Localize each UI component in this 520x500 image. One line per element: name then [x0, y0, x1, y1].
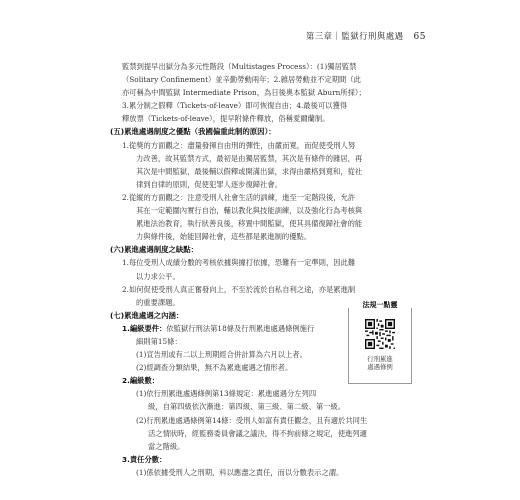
item-text: 依監獄行刑法第18條及行刑累進處遇條例施行: [166, 323, 315, 333]
intro-line: 釋放票（Tickets-of-leave），提早附條件釋放，俗稱愛爾蘭制。: [122, 114, 330, 124]
section-heading-content: (七)累進處遇之內涵：: [110, 310, 184, 320]
content-subitem-line: 活之情狀時，經監務委員會議之議決，得不拘前條之規定，使進列適: [148, 428, 367, 438]
content-subitem-line: (1)係依據受刑人之刑期，科以應盡之責任，而以分數表示之謂。: [136, 467, 344, 477]
advantage-item-line: 累進法治教育，執行狀善良後，移置中間監獄，使其具備復歸社會的能: [136, 219, 363, 229]
content-subitem-line: 當之階級。: [148, 441, 185, 451]
disadvantage-item-line: 1.每位受刑人成績分數的考核依據與據打依據，恐難有一定準則，因此難: [122, 258, 356, 268]
qr-caption-line: 處遇條例: [367, 363, 393, 371]
qr-caption: [349, 355, 411, 371]
advantage-item-line: 1.從獎的方面觀之：盡量發揮自由刑的彈性，由嚴而寬，而促使受刑人努: [122, 140, 356, 150]
content-subitem-line: (2)行刑累進處遇條例第14條：受刑人如富有責任觀念，且有適於共同生: [136, 415, 368, 425]
advantage-item-line: 其次是中間監獄，最後輔以假釋或開滿出獄，求得由嚴格到寬和，從社: [136, 166, 363, 176]
intro-line: （Solitary Confinement）並辛勤勞動兩年；2.雜居勞動並不定期間（此: [122, 75, 361, 85]
law-qr-panel: [348, 301, 412, 384]
content-subitem-line: (2)經調查分類結果，無不為累進處遇之情形者。: [136, 363, 293, 373]
item-label: 3.責任分數：: [122, 454, 167, 464]
content-subitem-line: (1)宣告刑或有二以上刑期經合併計算為六月以上者。: [136, 350, 307, 360]
content-item-line: 細則第15條：: [136, 336, 182, 346]
body-text: [110, 60, 420, 479]
item-label: 2.編級數：: [122, 376, 160, 386]
section-heading-disadvantages: (六)累進處遇制度之缺點：: [110, 245, 199, 255]
content-subitem-line: (1)依行刑累進處遇條例第13條規定：累進處遇分左列四: [136, 389, 317, 399]
content-subitem-line: 級，自第四級依次漸進：第四級、第三級、第二級、第一級。: [148, 402, 346, 412]
intro-line: 3.累分制之假釋（Tickets-of-leave）即可恢復自由；4.最後可以獲得: [122, 101, 348, 111]
section-heading-advantages: (五)累進處遇制度之優點（我國偏重此制的原因）：: [110, 127, 276, 137]
intro-line: 監禁到提早出獄分為多元性階段（Multistages Process）：(1)獨居監禁: [122, 62, 357, 71]
disadvantage-item-line: 的重要課題。: [136, 297, 180, 307]
advantage-item-line: 律到自律的原則，促使犯罪人逐步復歸社會。: [136, 179, 282, 189]
disadvantage-item-line: 以力求公平。: [136, 271, 180, 281]
intro-line: 亦可稱為中間監獄 Intermediate Prison，為日後奧本監獄 Aburn所採）；: [122, 88, 366, 98]
page-header: [306, 30, 426, 42]
item-label: 1.編級要件：: [122, 323, 167, 333]
qr-panel-title: 法規一點靈: [349, 300, 411, 310]
page-number: 65: [413, 32, 426, 42]
qr-code-icon[interactable]: [365, 319, 395, 349]
advantage-item-line: 力與條件後，始能回歸社會，這些都是累進制的優點。: [136, 232, 312, 242]
advantage-item-line: 其在一定範圍內實行自治，輔以教化與技能訓練，以及強化行為考核與: [136, 206, 363, 216]
qr-caption-line: 行刑累進: [367, 355, 393, 363]
advantage-item-line: 2.從縱的方面觀之：注意受刑人社會生活的訓練，進至一定階段後，允許: [122, 192, 356, 202]
advantage-item-line: 力改善，故其監禁方式，最初是由獨居監禁，其次是有條件的雜居，再: [136, 153, 363, 163]
chapter-title: 第三章｜監獄行刑與處遇: [305, 31, 404, 41]
disadvantage-item-line: 2.如何促使受刑人真正奮發向上，不至於流於自私自利之途，亦是累進制: [122, 284, 356, 294]
